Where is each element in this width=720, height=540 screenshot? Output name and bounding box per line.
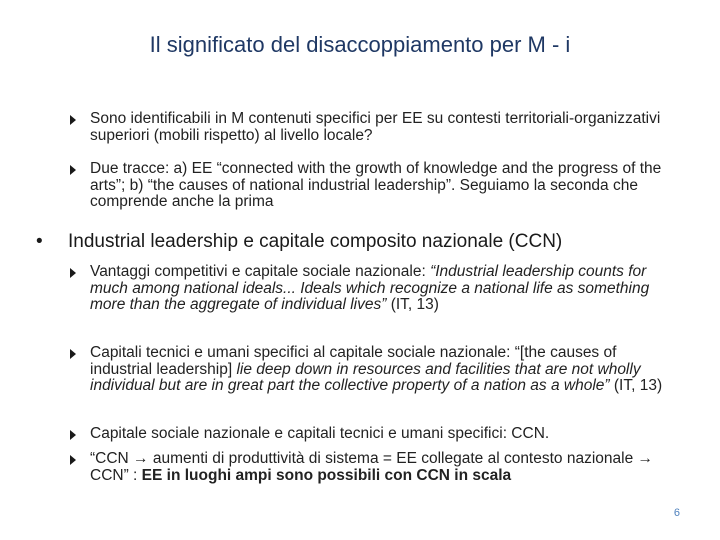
subbullet-3-text: Capitale sociale nazionale e capitali tecnici e umani specifici: CCN. bbox=[90, 425, 550, 442]
bullet-2-text: Due tracce: a) EE “connected with the growth of knowledge and the progress of the arts”; b) “the causes of national industrial leadership”. Seguiamo la seconda che comprende anche la prima bbox=[90, 160, 662, 210]
subbullet-4 bbox=[70, 451, 680, 484]
round-bullet-icon: • bbox=[36, 231, 43, 252]
bullet-2 bbox=[70, 161, 680, 211]
subbullet-2 bbox=[70, 345, 680, 395]
bullet-1-text: Sono identificabili in M contenuti specifici per EE su contesti territoriali-organizzativi superiori (mobili rispetto) al livello locale? bbox=[90, 110, 661, 144]
subbullet-3 bbox=[70, 426, 680, 443]
subbullet-1-quote: “Industrial leadership counts for much among national ideals... Ideals which recognize a national life as something more than the aggregate of individual lives” bbox=[90, 263, 650, 313]
triangle-bullet-icon bbox=[70, 268, 76, 278]
subbullet-4-prefix: “CCN → aumenti di produttività di sistema = EE collegate al contesto nazionale → CCN” : bbox=[90, 450, 654, 484]
subbullet-2-suffix: (IT, 13) bbox=[609, 377, 663, 394]
triangle-bullet-icon bbox=[70, 165, 76, 175]
subbullet-1 bbox=[70, 264, 680, 314]
subbullet-1-suffix: (IT, 13) bbox=[386, 296, 439, 313]
triangle-bullet-icon bbox=[70, 115, 76, 125]
main-bullet bbox=[36, 231, 696, 253]
page-number: 6 bbox=[673, 507, 680, 519]
triangle-bullet-icon bbox=[70, 349, 76, 359]
triangle-bullet-icon bbox=[70, 455, 76, 465]
main-bullet-text: Industrial leadership e capitale composito nazionale (CCN) bbox=[68, 231, 563, 252]
subbullet-4-bold: EE in luoghi ampi sono possibili con CCN in scala bbox=[141, 466, 512, 484]
triangle-bullet-icon bbox=[70, 430, 76, 440]
subbullet-1-prefix: Vantaggi competitivi e capitale sociale nazionale: bbox=[90, 263, 431, 280]
slide-title: Il significato del disaccoppiamento per M - i bbox=[149, 32, 571, 57]
bullet-1 bbox=[70, 111, 680, 144]
subbullet-2-quote: lie deep down in resources and facilities that are not wholly individual but are in great part the collective property of a nation as a whole” bbox=[90, 360, 641, 394]
subbullet-2-prefix: Capitali tecnici e umani specifici al capitale sociale nazionale: “[the causes of industrial leadership] bbox=[90, 344, 617, 378]
